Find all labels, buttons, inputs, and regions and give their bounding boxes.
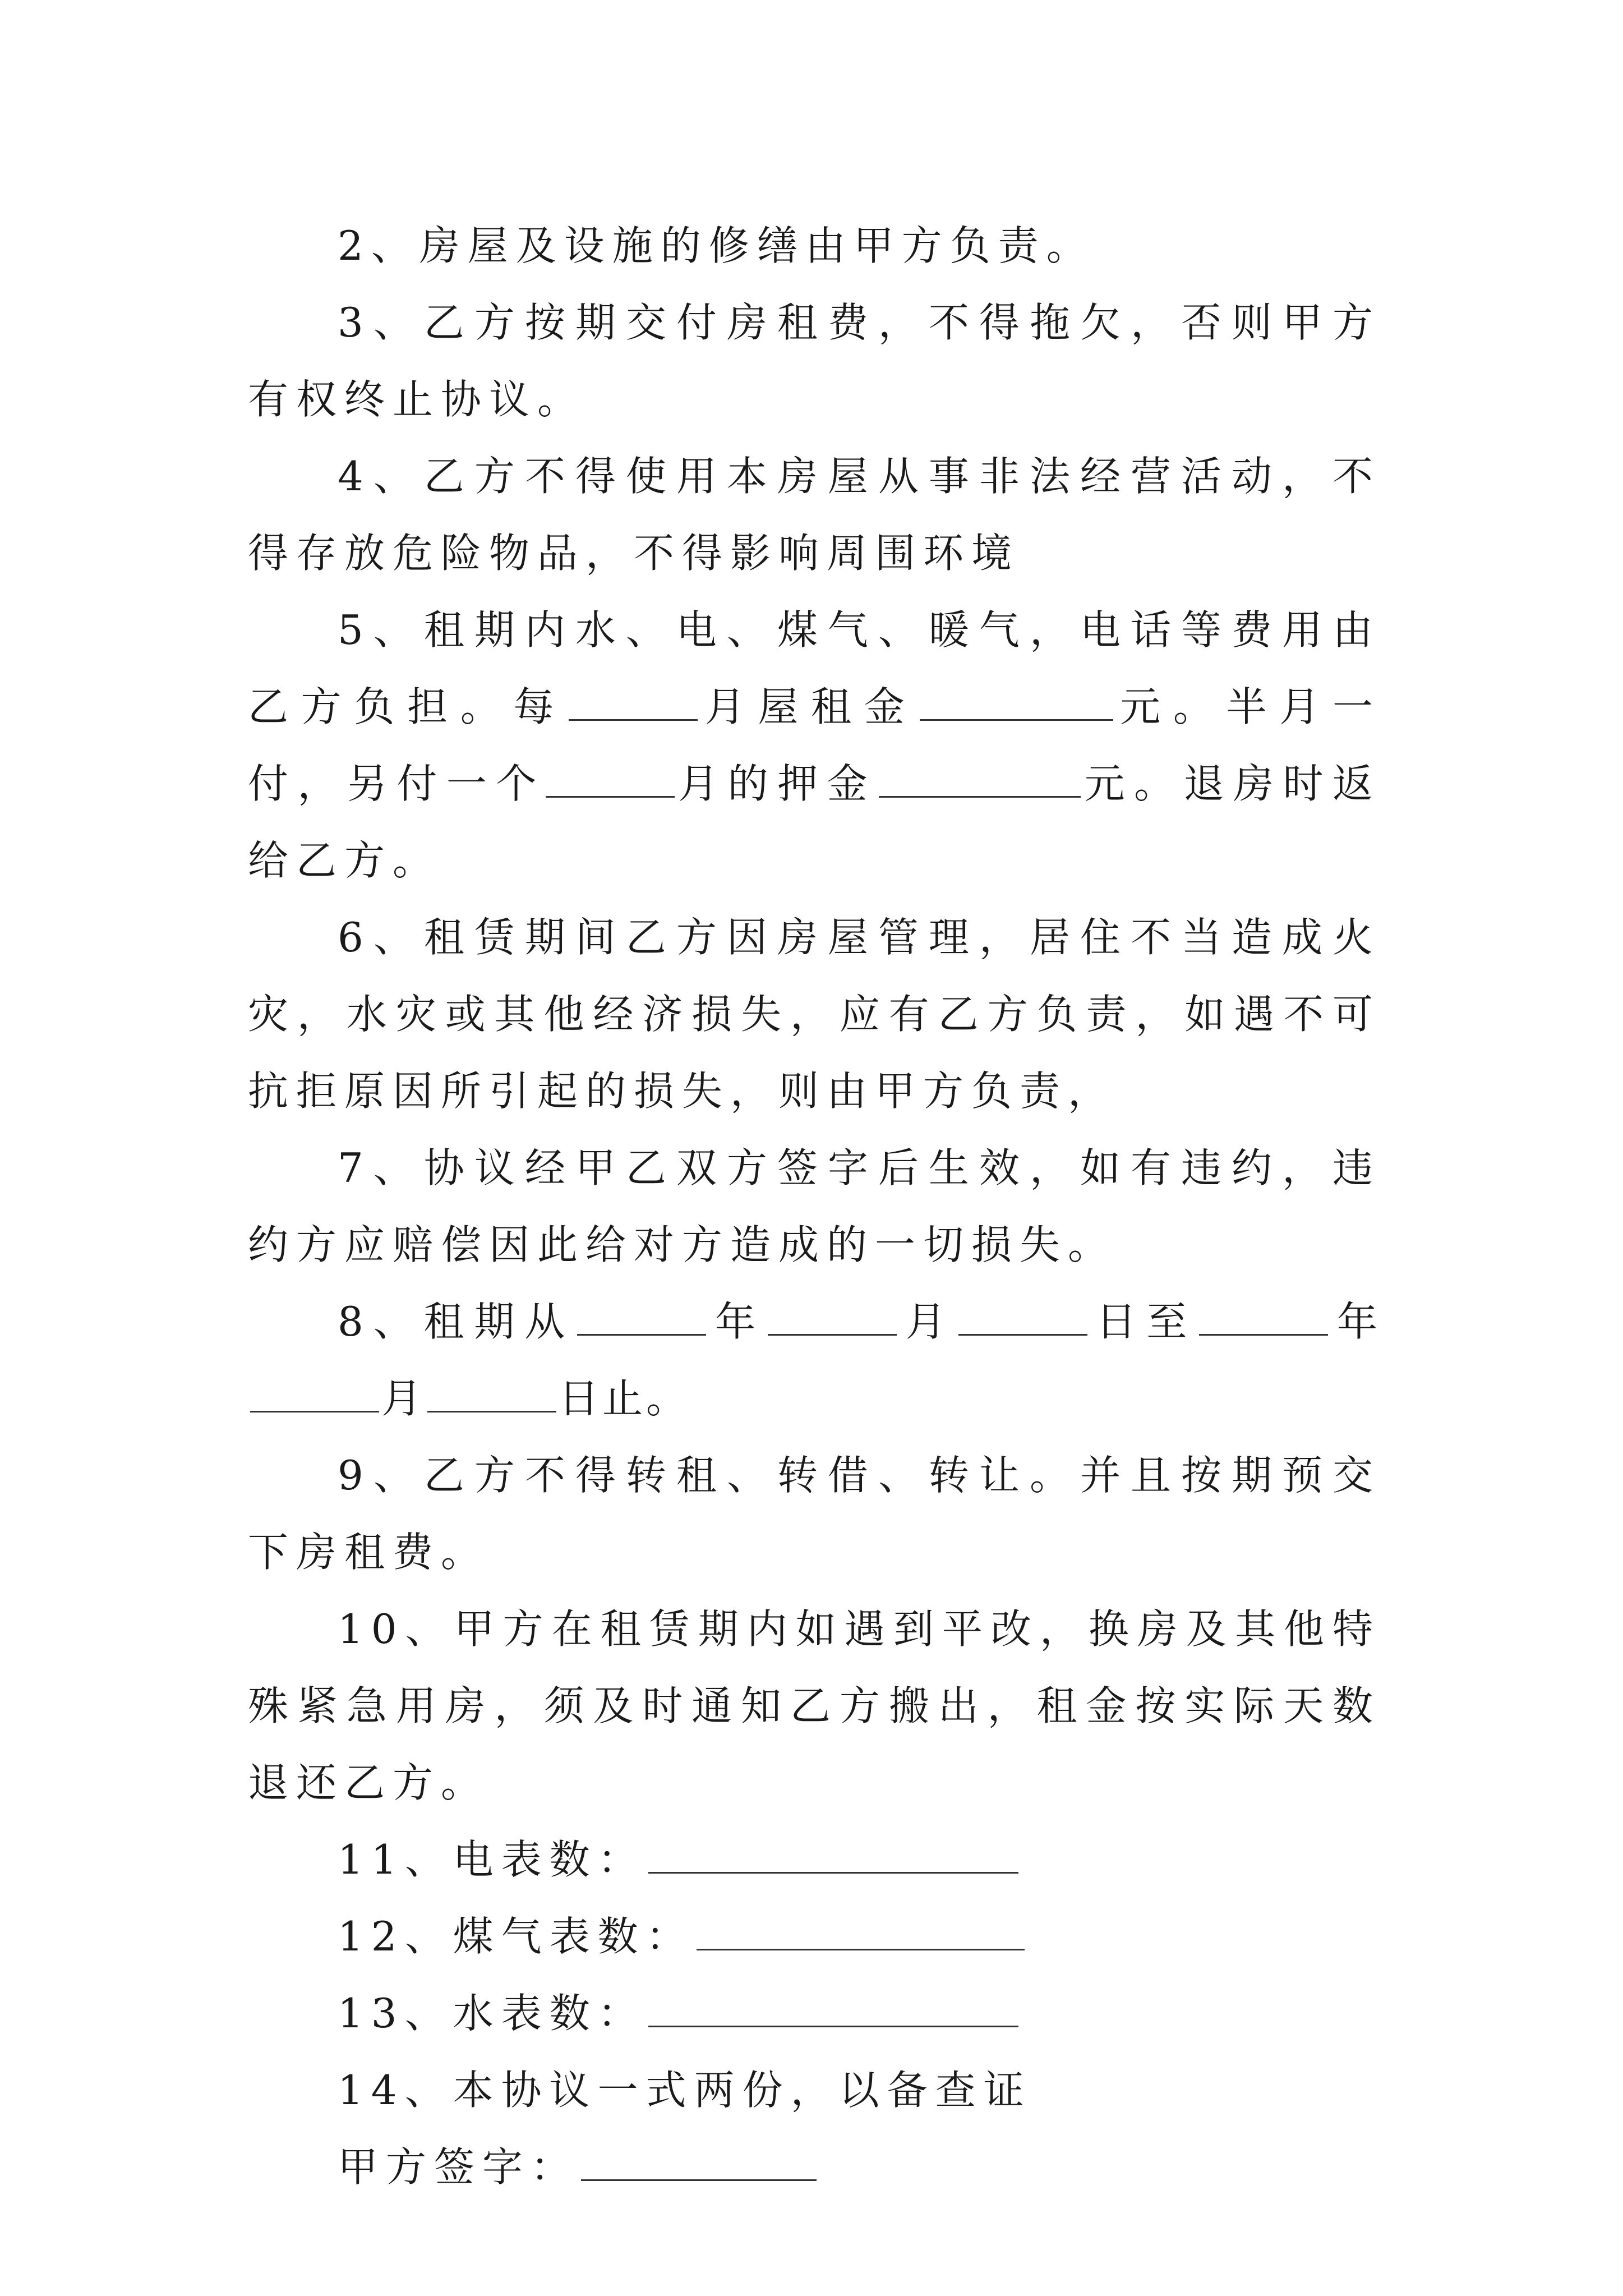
clause-8-month1: 月 [898, 1298, 956, 1345]
electric-meter-blank[interactable] [648, 1838, 1018, 1874]
clause-11 [248, 1821, 1381, 1898]
clause-8-month2: 月 [381, 1375, 426, 1422]
clause-3: 3、乙方按期交付房租费，不得拖欠，否则甲方有权终止协议。 [248, 299, 1381, 423]
deposit-amount-blank[interactable] [879, 762, 1081, 798]
gas-meter-label: 12、煤气表数： [338, 1913, 694, 1960]
clause-5-text-e: 元。退房时返给乙方。 [248, 760, 1381, 884]
clause-5-text-a: 5、租期内水、电、煤气、暖气，电话等费用由乙方负担。每 [248, 606, 1381, 730]
clause-8-year2: 年 [1330, 1298, 1381, 1345]
electric-meter-label: 11、电表数： [338, 1836, 646, 1883]
clause-8-year1: 年 [708, 1298, 766, 1345]
document-page [248, 208, 1381, 2206]
water-meter-blank[interactable] [648, 1992, 1018, 2027]
party-a-sign-label: 甲方签字： [338, 2143, 579, 2191]
clause-5-text-c: 元。半月一付，另付一个 [248, 683, 1381, 807]
clause-8-text-a: 8、租期从 [338, 1298, 575, 1345]
party-a-sign-blank[interactable] [581, 2146, 817, 2181]
clause-10: 10、甲方在租赁期内如遇到平改，换房及其他特殊紧急用房，须及时通知乙方搬出，租金按实际天数退还乙方。 [248, 1605, 1381, 1806]
gas-meter-blank[interactable] [697, 1915, 1025, 1950]
clause-7: 7、协议经甲乙双方签字后生效，如有违约，违约方应赔偿因此给对方造成的一切损失。 [248, 1144, 1381, 1268]
signature-party-a [248, 2129, 1381, 2206]
clause-5-text-b: 月屋租金 [700, 683, 917, 730]
start-day-blank[interactable] [958, 1300, 1087, 1336]
clause-5-text-d: 月的押金 [676, 760, 877, 807]
clause-12 [248, 1898, 1381, 1975]
deposit-months-blank[interactable] [546, 762, 675, 798]
clause-8 [248, 1283, 1381, 1437]
end-year-blank[interactable] [1199, 1300, 1328, 1336]
clause-2: 2、房屋及设施的修缮由甲方负责。 [338, 222, 1095, 269]
clause-14: 14、本协议一式两份，以备查证 [338, 2067, 1032, 2114]
end-day-blank[interactable] [427, 1377, 556, 1412]
months-blank[interactable] [569, 685, 698, 721]
clause-6: 6、租赁期间乙方因房屋管理，居住不当造成火灾，水灾或其他经济损失，应有乙方负责，如遇不可抗拒原因所引起的损失，则由甲方负责， [248, 914, 1381, 1115]
end-month-blank[interactable] [250, 1377, 379, 1412]
clause-8-day2: 日止。 [559, 1375, 690, 1422]
clause-8-day1: 日至 [1089, 1298, 1197, 1345]
start-year-blank[interactable] [577, 1300, 706, 1336]
water-meter-label: 13、水表数： [338, 1990, 646, 2037]
clause-4: 4、乙方不得使用本房屋从事非法经营活动，不得存放危险物品，不得影响周围环境 [248, 453, 1381, 577]
clause-9: 9、乙方不得转租、转借、转让。并且按期预交下房租费。 [248, 1452, 1381, 1576]
clause-13 [248, 1975, 1381, 2052]
rent-amount-blank[interactable] [920, 685, 1113, 721]
clause-5 [248, 592, 1381, 899]
start-month-blank[interactable] [768, 1300, 897, 1336]
